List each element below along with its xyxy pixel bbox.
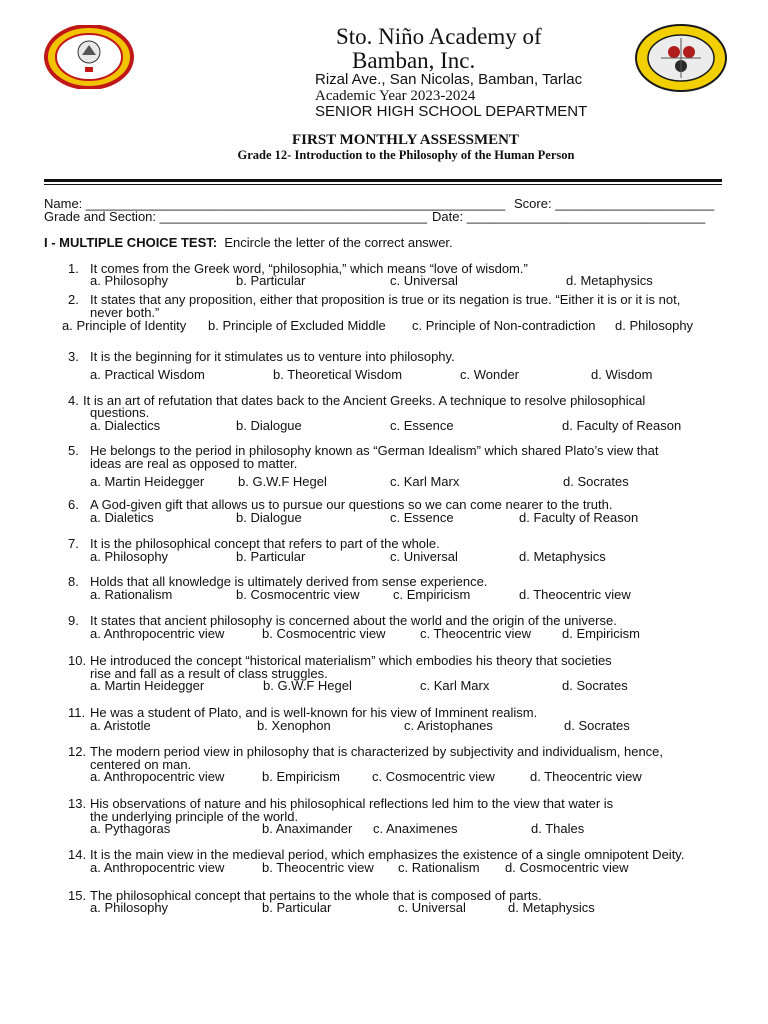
question-text-continued: never both.”: [90, 305, 160, 320]
academic-year: Academic Year 2023-2024: [315, 88, 476, 104]
answer-choice-c[interactable]: c. Karl Marx: [420, 678, 490, 693]
question-text-continued: rise and fall as a result of class struggles.: [90, 666, 328, 681]
question-number: 3.: [68, 349, 79, 364]
answer-choice-a[interactable]: a. Anthropocentric view: [90, 769, 225, 784]
answer-choice-b[interactable]: b. Particular: [236, 549, 306, 564]
score-input-blank[interactable]: ______________________: [555, 196, 715, 211]
answer-choice-d[interactable]: d. Metaphysics: [508, 900, 595, 915]
school-name-line-1: Sto. Niño Academy of: [336, 24, 542, 49]
answer-choice-b[interactable]: b. Particular: [262, 900, 332, 915]
question-text: The philosophical concept that pertains to the whole that is composed of parts.: [90, 888, 542, 903]
question-text: It states that any proposition, either that proposition is true or its negation is true. “Either it is or it is not,: [90, 292, 681, 307]
answer-choice-d[interactable]: d. Socrates: [563, 474, 629, 489]
question-text: It is the philosophical concept that refers to part of the whole.: [90, 536, 440, 551]
school-name-line-2: Bamban, Inc.: [352, 48, 476, 73]
answer-choice-b[interactable]: b. Principle of Excluded Middle: [208, 318, 386, 333]
answer-choice-a[interactable]: a. Aristotle: [90, 718, 151, 733]
answer-choice-b[interactable]: b. Anaximander: [262, 821, 353, 836]
answer-choice-b[interactable]: b. G.W.F Hegel: [263, 678, 352, 693]
question-number: 2.: [68, 292, 79, 307]
question-text: He belongs to the period in philosophy known as “German Idealism” which shared Plato’s view that: [90, 443, 659, 458]
answer-choice-c[interactable]: c. Essence: [390, 418, 454, 433]
question-number: 9.: [68, 613, 79, 628]
seal-graphic: [634, 24, 728, 92]
answer-choice-b[interactable]: b. Empiricism: [262, 769, 341, 784]
answer-choice-c[interactable]: c. Principle of Non-contradiction: [412, 318, 596, 333]
question-number: 7.: [68, 536, 79, 551]
header-divider-thick: [44, 179, 722, 182]
date-label: Date:: [432, 209, 467, 224]
answer-choice-c[interactable]: c. Rationalism: [398, 860, 480, 875]
department: SENIOR HIGH SCHOOL DEPARTMENT: [315, 103, 588, 120]
question-number: 15.: [68, 888, 87, 903]
answer-choice-d[interactable]: d. Socrates: [564, 718, 630, 733]
date-field-row: [432, 210, 705, 224]
right-school-seal: [634, 24, 728, 92]
header-divider-thin: [44, 184, 722, 185]
answer-choice-d[interactable]: d. Metaphysics: [519, 549, 606, 564]
answer-choice-c[interactable]: c. Cosmocentric view: [372, 769, 495, 784]
question-number: 5.: [68, 443, 79, 458]
answer-choice-d[interactable]: d. Theocentric view: [530, 769, 642, 784]
answer-choice-a[interactable]: a. Practical Wisdom: [90, 367, 205, 382]
answer-choice-a[interactable]: a. Philosophy: [90, 549, 169, 564]
answer-choice-d[interactable]: d. Cosmocentric view: [505, 860, 629, 875]
answer-choice-d[interactable]: d. Socrates: [562, 678, 628, 693]
grade-section-input-blank[interactable]: _____________________________________: [159, 209, 428, 224]
question-number: 6.: [68, 497, 79, 512]
question-text: The modern period view in philosophy that is characterized by subjectivity and individualism, hence,: [90, 744, 664, 759]
answer-choice-b[interactable]: b. Theoretical Wisdom: [273, 367, 403, 382]
answer-choice-a[interactable]: a. Philosophy: [90, 900, 169, 915]
answer-choice-b[interactable]: b. Theocentric view: [262, 860, 374, 875]
answer-choice-b[interactable]: b. Particular: [236, 273, 306, 288]
question-number: 1.: [68, 261, 79, 276]
question-number: 4.: [68, 393, 79, 408]
answer-choice-b[interactable]: b. G.W.F Hegel: [238, 474, 327, 489]
answer-choice-b[interactable]: b. Cosmocentric view: [236, 587, 360, 602]
question-text-continued: ideas are real as opposed to matter.: [90, 456, 298, 471]
question-text: A God-given gift that allows us to pursue our questions so we can come nearer to the truth.: [90, 497, 613, 512]
answer-choice-b[interactable]: b. Xenophon: [257, 718, 331, 733]
answer-choice-c[interactable]: c. Essence: [390, 510, 454, 525]
question-text: He introduced the concept “historical materialism” which embodies his theory that societies: [90, 653, 612, 668]
answer-choice-d[interactable]: d. Metaphysics: [566, 273, 653, 288]
answer-choice-a[interactable]: a. Anthropocentric view: [90, 626, 225, 641]
score-label: Score:: [514, 196, 556, 211]
answer-choice-d[interactable]: d. Faculty of Reason: [562, 418, 682, 433]
answer-choice-c[interactable]: c. Karl Marx: [390, 474, 460, 489]
question-number: 11.: [68, 705, 86, 720]
answer-choice-a[interactable]: a. Dialetics: [90, 510, 154, 525]
answer-choice-a[interactable]: a. Principle of Identity: [62, 318, 187, 333]
name-label: Name:: [44, 196, 86, 211]
answer-choice-c[interactable]: c. Universal: [390, 273, 458, 288]
grade-section-label: Grade and Section:: [44, 209, 160, 224]
answer-choice-a[interactable]: a. Pythagoras: [90, 821, 171, 836]
answer-choice-c[interactable]: c. Wonder: [460, 367, 520, 382]
answer-choice-c[interactable]: c. Empiricism: [393, 587, 471, 602]
answer-choice-a[interactable]: a. Rationalism: [90, 587, 173, 602]
exam-title: FIRST MONTHLY ASSESSMENT: [291, 132, 520, 148]
question-text: It is the beginning for it stimulates us to venture into philosophy.: [90, 349, 455, 364]
exam-subtitle: Grade 12- Introduction to the Philosophy of the Human Person: [237, 148, 575, 162]
test-instruction: Encircle the letter of the correct answer.: [224, 235, 453, 250]
seal-graphic: [44, 25, 134, 89]
answer-choice-a[interactable]: a. Dialectics: [90, 418, 161, 433]
answer-choice-d[interactable]: d. Faculty of Reason: [519, 510, 639, 525]
question-text-continued: the underlying principle of the world.: [90, 809, 299, 824]
grade-section-field-row: [44, 210, 427, 224]
question-text: It states that ancient philosophy is concerned about the world and the origin of the universe.: [90, 613, 617, 628]
answer-choice-a[interactable]: a. Martin Heidegger: [90, 678, 205, 693]
answer-choice-d[interactable]: d. Thales: [531, 821, 585, 836]
question-text: It is an art of refutation that dates back to the Ancient Greeks. A technique to resolve philosophical: [83, 393, 646, 408]
answer-choice-a[interactable]: a. Anthropocentric view: [90, 860, 225, 875]
question-text-continued: questions.: [90, 405, 150, 420]
question-text: It comes from the Greek word, “philosophia,” which means “love of wisdom.”: [90, 261, 528, 276]
test-heading: I - MULTIPLE CHOICE TEST:: [44, 235, 218, 250]
question-text: Holds that all knowledge is ultimately derived from sense experience.: [90, 574, 488, 589]
question-number: 14.: [68, 847, 87, 862]
question-text-continued: centered on man.: [90, 757, 192, 772]
answer-choice-d[interactable]: d. Empiricism: [562, 626, 641, 641]
answer-choice-b[interactable]: b. Dialogue: [236, 418, 302, 433]
answer-choice-c[interactable]: c. Universal: [390, 549, 458, 564]
name-input-blank[interactable]: __________________________________________________________: [85, 196, 506, 211]
answer-choice-b[interactable]: b. Cosmocentric view: [262, 626, 386, 641]
question-text: He was a student of Plato, and is well-known for his view of Imminent realism.: [90, 705, 538, 720]
question-text: It is the main view in the medieval period, which emphasizes the existence of a single omnipotent Deity.: [90, 847, 685, 862]
answer-choice-d[interactable]: d. Theocentric view: [519, 587, 631, 602]
answer-choice-c[interactable]: c. Theocentric view: [420, 626, 532, 641]
answer-choice-d[interactable]: d. Wisdom: [591, 367, 653, 382]
question-number: 12.: [68, 744, 87, 759]
answer-choice-d[interactable]: d. Philosophy: [615, 318, 694, 333]
answer-choice-a[interactable]: a. Philosophy: [90, 273, 169, 288]
answer-choice-c[interactable]: c. Aristophanes: [404, 718, 493, 733]
answer-choice-b[interactable]: b. Dialogue: [236, 510, 302, 525]
question-number: 13.: [68, 796, 87, 811]
question-text: His observations of nature and his philosophical reflections led him to the view that water is: [90, 796, 614, 811]
question-number: 8.: [68, 574, 79, 589]
test-instruction-row: [44, 236, 453, 250]
school-address: Rizal Ave., San Nicolas, Bamban, Tarlac: [315, 71, 583, 88]
question-number: 10.: [68, 653, 87, 668]
answer-choice-a[interactable]: a. Martin Heidegger: [90, 474, 205, 489]
left-school-seal: [44, 25, 134, 89]
answer-choice-c[interactable]: c. Universal: [398, 900, 466, 915]
date-input-blank[interactable]: _________________________________: [466, 209, 706, 224]
answer-choice-c[interactable]: c. Anaximenes: [373, 821, 458, 836]
